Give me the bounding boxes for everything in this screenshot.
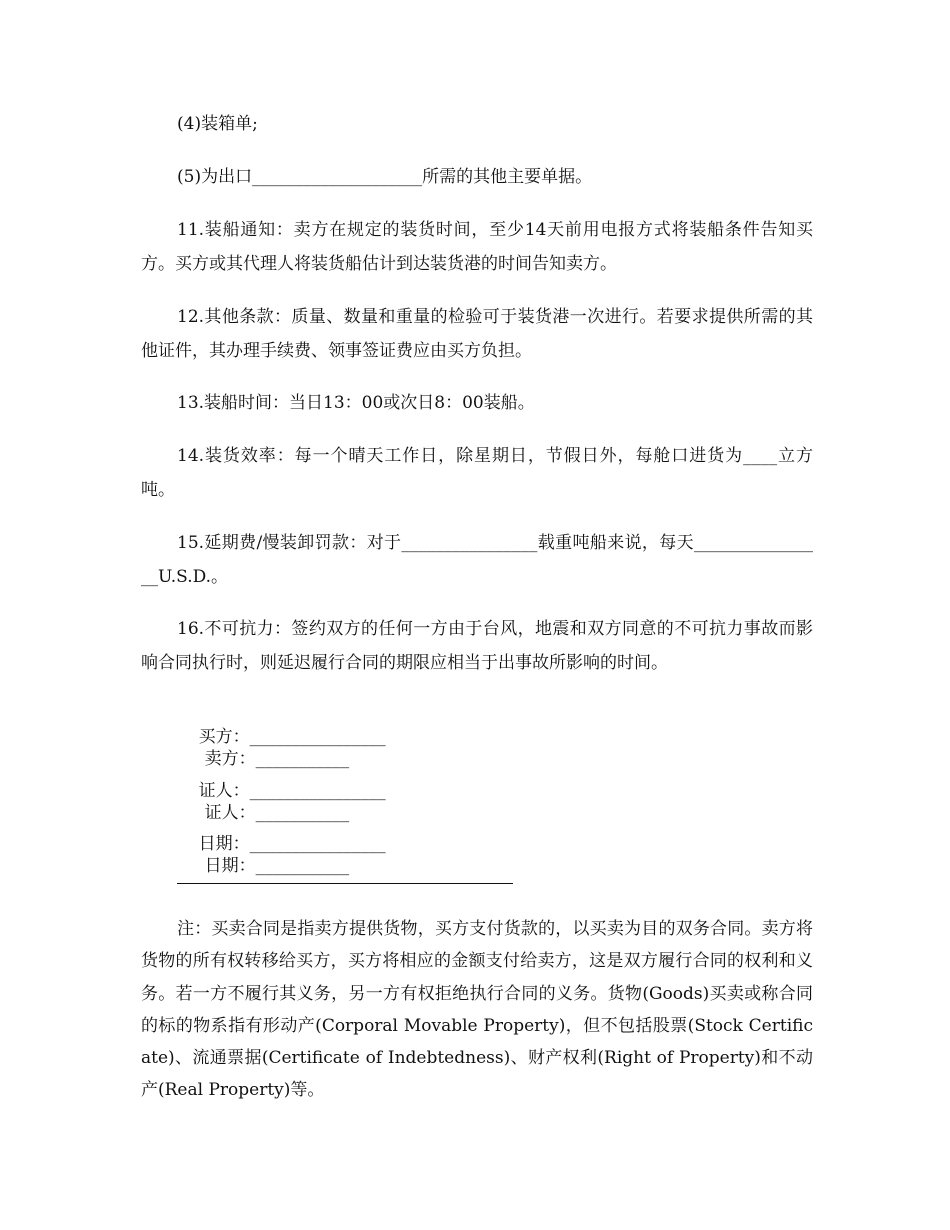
clause-shipping-notice: 11.装船通知：卖方在规定的装货时间，至少14天前用电报方式将装船条件告知买方。买方或其代理人将装货船估计到达装货港的时间告知卖方。 — [141, 220, 813, 274]
buyer-witness-field: 证人：________________ — [198, 781, 386, 801]
clause-loading-efficiency: 14.装货效率：每一个晴天工作日，除星期日，节假日外，每舱口进货为____立方吨。 — [141, 446, 813, 500]
clause-other-terms: 12.其他条款：质量、数量和重量的检验可于装货港一次进行。若要求提供所需的其他证件，其办理手续费、领事签证费应由买方负担。 — [141, 307, 813, 361]
signature-row-witnesses — [177, 758, 386, 823]
buyer-signature-field: 买方：________________ — [198, 727, 386, 747]
seller-witness-field: 证人：___________ — [204, 803, 350, 823]
item-export-documents: (5)为出口____________________所需的其他主要单据。 — [177, 167, 593, 187]
contract-note: 注：买卖合同是指卖方提供货物，买方支付货款的，以买卖为目的双务合同。卖方将货物的所有权转移给买方，买方将相应的金额支付给卖方，这是双方履行合同的权利和义务。若一方不履行其义务，另一方有权拒绝执行合同的义务。货物(Goods)买卖或称合同的标的物系指有形动产(Corporal Movable Property)，但不包括股票(Stock Certificate)、流通票据(Certificate of Indebtedness)、财产权利(Right of Property)和不动产(Real Property)等。 — [141, 919, 813, 1101]
seller-date-field: 日期：___________ — [204, 856, 350, 876]
clause-force-majeure: 16.不可抗力：签约双方的任何一方由于台风，地震和双方同意的不可抗力事故而影响合同执行时，则延迟履行合同的期限应相当于出事故所影响的时间。 — [141, 619, 813, 673]
section-divider — [177, 883, 513, 884]
buyer-date-field: 日期：________________ — [198, 834, 386, 854]
signature-row-parties — [177, 704, 386, 769]
item-packing-list: (4)装箱单; — [177, 114, 258, 134]
clause-demurrage: 15.延期费/慢装卸罚款：对于________________载重吨船来说，每天________________U.S.D.。 — [141, 533, 813, 587]
seller-signature-field: 卖方：___________ — [204, 749, 350, 769]
clause-shipping-time: 13.装船时间：当日13：00或次日8：00装船。 — [177, 393, 535, 413]
signature-row-dates — [177, 811, 386, 876]
